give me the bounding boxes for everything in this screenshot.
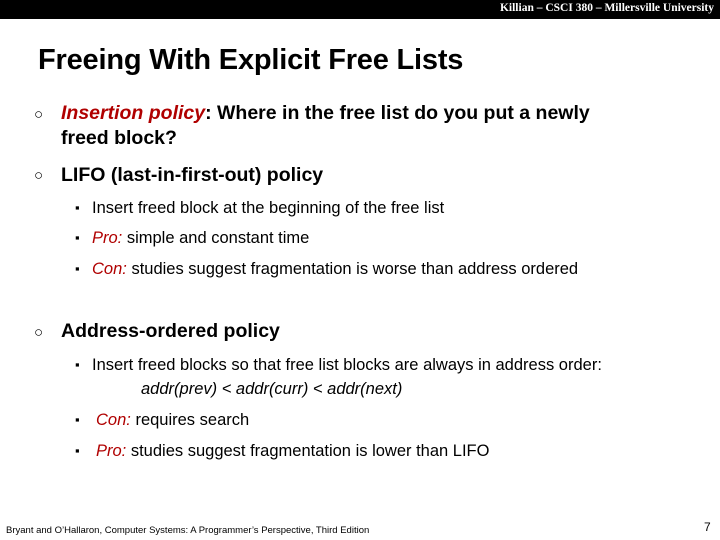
sub-bullet-insert-beginning: Insert freed block at the beginning of the free list	[92, 199, 445, 217]
square-bullet-icon: ▪	[75, 412, 80, 427]
bullet-label: Insertion policy	[61, 102, 206, 124]
course-header: Killian – CSCI 380 – Millersville University	[499, 2, 714, 14]
footer-citation: Bryant and O’Hallaron, Computer Systems: A Programmer’s Perspective, Third Edition	[6, 525, 370, 536]
pro-label: Pro:	[96, 442, 127, 460]
bullet-text: : Where in the free list do you put a newly	[205, 102, 590, 124]
bullet-lifo-policy: LIFO (last-in-first-out) policy	[61, 164, 324, 186]
bullet-text-cont: freed block?	[61, 127, 177, 149]
sub-bullet-address-pro	[96, 441, 489, 461]
hollow-circle-bullet-icon: ○	[34, 167, 44, 184]
slide-title: Freeing With Explicit Free Lists	[38, 44, 464, 76]
hollow-circle-bullet-icon: ○	[34, 106, 44, 123]
sub-bullet-lifo-pro	[92, 228, 309, 248]
sub-bullet-lifo-con	[92, 259, 578, 279]
con-text: requires search	[130, 411, 250, 429]
bullet-address-ordered-policy: Address-ordered policy	[61, 320, 280, 342]
square-bullet-icon: ▪	[75, 357, 80, 372]
pro-label: Pro:	[92, 229, 123, 247]
square-bullet-icon: ▪	[75, 230, 80, 245]
con-text: studies suggest fragmentation is worse than address ordered	[126, 260, 579, 278]
square-bullet-icon: ▪	[75, 200, 80, 215]
pro-text: studies suggest fragmentation is lower than LIFO	[126, 442, 490, 460]
sub-bullet-insert-address-order: Insert freed blocks so that free list blocks are always in address order:	[92, 356, 602, 374]
bullet-insertion-policy	[61, 101, 661, 151]
con-label: Con:	[96, 411, 131, 429]
page-number: 7	[704, 520, 711, 534]
header-bar	[0, 0, 720, 19]
pro-text: simple and constant time	[122, 229, 310, 247]
address-order-formula: addr(prev) < addr(curr) < addr(next)	[141, 380, 403, 398]
hollow-circle-bullet-icon: ○	[34, 324, 44, 341]
con-label: Con:	[92, 260, 127, 278]
sub-bullet-address-con	[96, 410, 249, 430]
square-bullet-icon: ▪	[75, 443, 80, 458]
square-bullet-icon: ▪	[75, 261, 80, 276]
